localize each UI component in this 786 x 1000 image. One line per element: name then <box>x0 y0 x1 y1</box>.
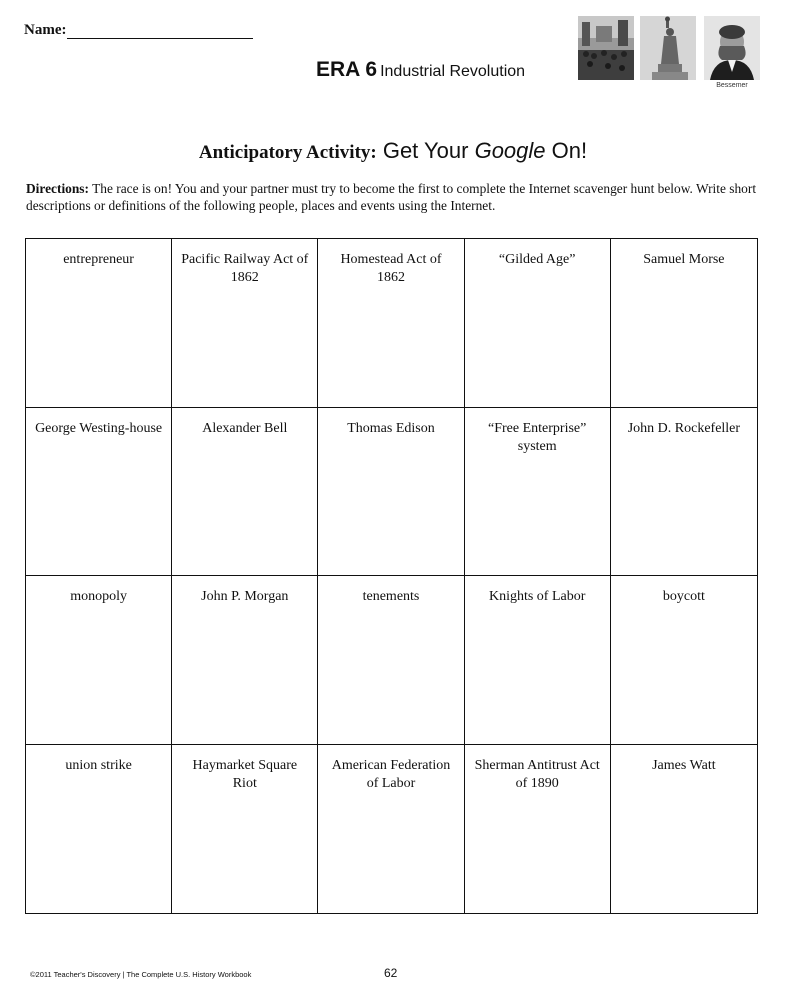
era-number: ERA 6 <box>316 58 378 81</box>
grid-cell[interactable]: “Gilded Age” <box>465 239 611 408</box>
crowd-photo <box>578 16 634 80</box>
era-subtitle: Industrial Revolution <box>380 63 526 80</box>
activity-title-bold: Anticipatory Activity: <box>198 142 377 163</box>
grid-cell[interactable]: Homestead Act of 1862 <box>318 239 464 408</box>
bessemer-portrait-photo <box>704 16 760 80</box>
photo-caption: Bessemer <box>716 82 748 89</box>
title-italic: Google <box>474 138 546 163</box>
activity-title <box>0 138 786 164</box>
directions-text: The race is on! You and your partner must try to become the first to complete the Internet scavenger hunt below. Write short descriptions or definitions of the following people, places and events using the Internet. <box>26 181 757 213</box>
grid-cell[interactable]: monopoly <box>26 576 172 745</box>
statue-of-liberty-photo <box>640 16 696 80</box>
grid-cell[interactable]: Samuel Morse <box>611 239 757 408</box>
era-heading <box>316 58 525 82</box>
grid-cell[interactable]: John D. Rockefeller <box>611 408 757 577</box>
grid-cell[interactable]: Knights of Labor <box>465 576 611 745</box>
page-number: 62 <box>384 966 398 980</box>
directions-label: Directions: <box>26 181 89 196</box>
grid-cell[interactable]: Haymarket Square Riot <box>172 745 318 914</box>
grid-cell[interactable]: John P. Morgan <box>172 576 318 745</box>
grid-cell[interactable]: Thomas Edison <box>318 408 464 577</box>
title-pre: Get Your <box>376 138 475 163</box>
title-post: On! <box>545 138 588 163</box>
grid-cell[interactable]: Sherman Antitrust Act of 1890 <box>465 745 611 914</box>
grid-cell[interactable]: American Federation of Labor <box>318 745 464 914</box>
grid-cell[interactable]: boycott <box>611 576 757 745</box>
grid-cell[interactable]: James Watt <box>652 757 716 773</box>
footer-copyright: ©2011 Teacher's Discovery | The Complete U.S. History Workbook <box>30 970 252 979</box>
activity-title-rest <box>377 138 587 163</box>
grid-cell[interactable]: “Free Enterprise” system <box>465 408 611 577</box>
name-blank-line[interactable] <box>67 24 253 39</box>
grid-cell[interactable]: George Westing-house <box>26 408 172 577</box>
grid-cell[interactable]: entrepreneur <box>26 239 172 408</box>
directions <box>26 180 766 214</box>
name-label: Name: <box>24 22 67 38</box>
name-field[interactable] <box>24 22 253 39</box>
grid-cell[interactable]: Alexander Bell <box>172 408 318 577</box>
grid-cell[interactable]: union strike <box>26 745 172 914</box>
grid-cell[interactable]: Pacific Railway Act of 1862 <box>172 239 318 408</box>
scavenger-hunt-grid <box>25 238 758 914</box>
grid-cell[interactable]: tenements <box>318 576 464 745</box>
